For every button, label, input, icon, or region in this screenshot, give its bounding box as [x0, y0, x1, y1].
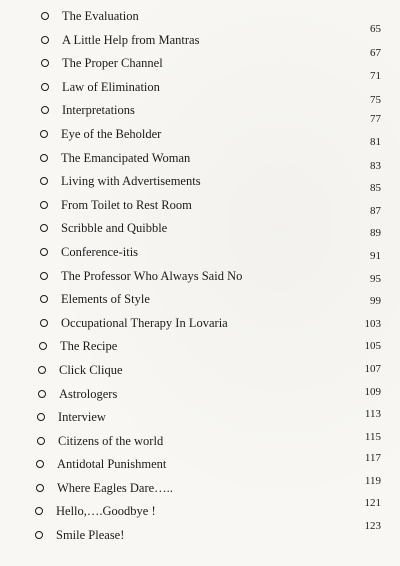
toc-entry-title: From Toilet to Rest Room	[61, 197, 192, 212]
toc-entry-page: 71	[370, 70, 381, 83]
toc-entry-title: Scribble and Quibble	[61, 221, 168, 236]
circle-bullet-icon	[40, 248, 48, 256]
toc-entry-page: 87	[370, 204, 381, 217]
toc-entry-title: Occupational Therapy In Lovaria	[61, 315, 228, 330]
toc-entry	[38, 76, 383, 106]
toc-entry-title: The Proper Channel	[62, 56, 163, 71]
circle-bullet-icon	[37, 437, 45, 445]
circle-bullet-icon	[41, 36, 49, 44]
toc-entry-page: 67	[370, 46, 381, 59]
toc-entry-page: 115	[364, 430, 381, 443]
toc-entry-title: A Little Help from Mantras	[62, 32, 200, 47]
toc-entry-page: 75	[370, 93, 381, 106]
toc-entry-title: Click Clique	[59, 362, 123, 377]
toc-entry-title: Eye of the Beholder	[61, 126, 162, 141]
toc-entry-title: Living with Advertisements	[61, 174, 201, 189]
toc-entry-page: 113	[364, 408, 381, 421]
toc-entry-title: The Recipe	[60, 339, 118, 354]
toc-entry	[38, 5, 383, 35]
circle-bullet-icon	[41, 106, 49, 114]
toc-entry	[38, 383, 383, 407]
circle-bullet-icon	[40, 295, 48, 303]
circle-bullet-icon	[37, 413, 45, 421]
toc-entry-title: Elements of Style	[61, 292, 150, 307]
table-of-contents	[38, 5, 383, 548]
toc-entry	[38, 497, 383, 524]
circle-bullet-icon	[40, 201, 48, 209]
toc-entry	[38, 520, 383, 548]
toc-entry-title: Conference-itis	[61, 244, 139, 259]
toc-entry-page: 117	[364, 452, 381, 465]
toc-entry	[38, 147, 383, 171]
circle-bullet-icon	[36, 484, 44, 492]
toc-entry	[38, 170, 383, 194]
circle-bullet-icon	[38, 366, 46, 374]
toc-entry-title: The Evaluation	[62, 9, 139, 23]
toc-entry	[38, 474, 383, 501]
circle-bullet-icon	[35, 531, 43, 539]
toc-entry	[38, 241, 383, 265]
toc-entry-page: 99	[370, 295, 381, 308]
toc-entry-page: 95	[370, 272, 381, 285]
circle-bullet-icon	[41, 83, 49, 91]
toc-entry-title: Interview	[58, 410, 106, 425]
toc-entry-page: 91	[370, 249, 381, 262]
toc-entry	[38, 359, 383, 383]
toc-entry-page: 77	[370, 113, 381, 126]
toc-entry	[38, 430, 383, 454]
toc-entry-title: Law of Elimination	[62, 79, 160, 94]
toc-entry-title: Citizens of the world	[58, 433, 164, 448]
toc-entry-title: The Professor Who Always Said No	[61, 268, 243, 283]
circle-bullet-icon	[40, 177, 48, 185]
circle-bullet-icon	[40, 319, 48, 327]
toc-entry	[38, 265, 383, 289]
circle-bullet-icon	[40, 154, 48, 162]
circle-bullet-icon	[40, 272, 48, 280]
toc-entry	[38, 406, 383, 430]
toc-entry	[38, 99, 383, 126]
toc-entry-page: 89	[370, 227, 381, 240]
toc-entry	[38, 29, 383, 59]
toc-entry-page: 121	[364, 497, 381, 510]
circle-bullet-icon	[41, 12, 49, 20]
toc-entry-title: Hello,….Goodbye !	[56, 504, 156, 519]
toc-entry-page: 83	[370, 159, 381, 172]
toc-entry-page: 119	[364, 474, 381, 487]
toc-entry-page: 81	[370, 135, 381, 148]
toc-entry-page: 109	[364, 385, 381, 398]
toc-entry-page: 123	[364, 520, 381, 533]
toc-entry-title: Smile Please!	[56, 528, 125, 543]
toc-entry	[38, 288, 383, 312]
circle-bullet-icon	[39, 342, 47, 350]
toc-entry	[38, 217, 383, 241]
toc-entry-title: Where Eagles Dare…..	[57, 480, 173, 495]
circle-bullet-icon	[35, 507, 43, 515]
toc-entry	[38, 52, 383, 83]
toc-entry-page: 65	[370, 23, 381, 35]
toc-entry-page: 105	[364, 340, 381, 353]
circle-bullet-icon	[38, 390, 46, 398]
toc-entry	[38, 194, 383, 218]
toc-entry-title: Interpretations	[62, 103, 135, 118]
toc-entry-title: Astrologers	[59, 386, 118, 401]
circle-bullet-icon	[40, 130, 48, 138]
toc-entry-page: 107	[364, 362, 381, 375]
toc-entry-page: 85	[370, 182, 381, 195]
toc-entry-title: The Emancipated Woman	[61, 150, 191, 165]
toc-entry	[38, 453, 383, 477]
toc-entry	[38, 123, 383, 147]
toc-entry-title: Antidotal Punishment	[57, 457, 167, 472]
toc-entry	[38, 312, 383, 336]
circle-bullet-icon	[41, 59, 49, 67]
circle-bullet-icon	[40, 224, 48, 232]
toc-entry-page: 103	[364, 317, 381, 330]
circle-bullet-icon	[36, 460, 44, 468]
toc-entry	[38, 335, 383, 359]
